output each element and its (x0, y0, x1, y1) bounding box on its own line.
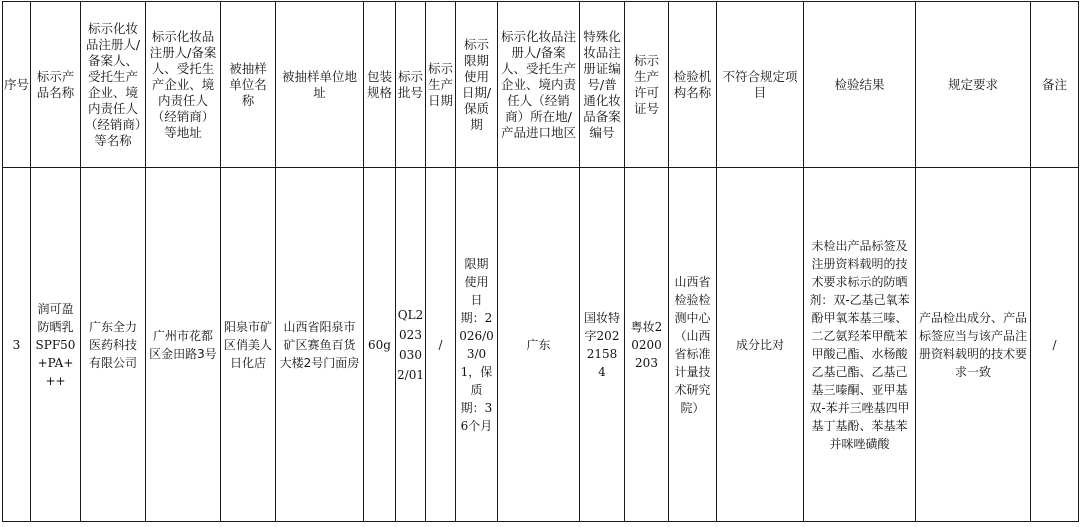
header-spec: 包装规格 (364, 2, 396, 168)
cell-batch: QL20230302/01 (396, 168, 426, 522)
header-sampled-address: 被抽样单位地址 (276, 2, 364, 168)
header-nonconform-item: 不符合规定项目 (717, 2, 804, 168)
header-result: 检验结果 (804, 2, 916, 168)
header-prod-license: 标示生产许可证号 (625, 2, 669, 168)
header-product-name: 标示产品名称 (31, 2, 81, 168)
header-inspection-org: 检验机构名称 (669, 2, 717, 168)
cell-seq: 3 (3, 168, 31, 522)
header-sampled-unit: 被抽样单位名称 (221, 2, 276, 168)
cell-nonconform-item: 成分比对 (717, 168, 804, 522)
cell-importer-address: 广东 (498, 168, 580, 522)
header-registrant-address: 标示化妆品注册人/备案人、受托生产企业、境内责任人（经销商）等地址 (146, 2, 221, 168)
cell-sampled-unit: 阳泉市矿区俏美人日化店 (221, 168, 276, 522)
header-license-no: 特殊化妆品注册证编号/普通化妆品备案编号 (580, 2, 625, 168)
header-shelf-life: 标示限期使用日期/保质期 (456, 2, 498, 168)
cell-remarks: / (1031, 168, 1079, 522)
cell-prod-license: 粤妆20200203 (625, 168, 669, 522)
header-prod-date: 标示生产日期 (426, 2, 456, 168)
inspection-results-table (2, 1, 1079, 522)
header-seq: 序号 (3, 2, 31, 168)
cell-shelf-life: 限期使用日期：2026/03/01，保质期：36个月 (456, 168, 498, 522)
cell-result: 未检出产品标签及注册资料载明的技术要求标示的防晒剂：双-乙基己氧苯酚甲氧苯基三嗪、二乙氨羟苯甲酰苯甲酸己酯、水杨酸乙基己酯、乙基己基三嗪酮、亚甲基双-苯并三唑基四甲基丁基酚、苯基苯并咪唑磺酸 (804, 168, 916, 522)
cell-inspection-org: 山西省检验检测中心（山西省标准计量技术研究院） (669, 168, 717, 522)
header-requirement: 规定要求 (916, 2, 1031, 168)
cell-license-no: 国妆特字20221584 (580, 168, 625, 522)
header-row (3, 2, 1079, 168)
header-batch: 标示批号 (396, 2, 426, 168)
cell-prod-date: / (426, 168, 456, 522)
header-registrant-name: 标示化妆品注册人/备案人、受托生产企业、境内责任人（经销商）等名称 (81, 2, 146, 168)
header-remarks: 备注 (1031, 2, 1079, 168)
cell-spec: 60g (364, 168, 396, 522)
cell-sampled-address: 山西省阳泉市矿区赛鱼百货大楼2号门面房 (276, 168, 364, 522)
table-row (3, 168, 1079, 522)
cell-product-name: 润可盈防晒乳SPF50+PA+++ (31, 168, 81, 522)
cell-registrant-address: 广州市花都区金田路3号 (146, 168, 221, 522)
cell-requirement: 产品检出成分、产品标签应当与该产品注册资料载明的技术要求一致 (916, 168, 1031, 522)
header-importer-address: 标示化妆品注册人/备案人、受托生产企业、境内责任人（经销商）所在地/产品进口地区 (498, 2, 580, 168)
cell-registrant-name: 广东全力医药科技有限公司 (81, 168, 146, 522)
